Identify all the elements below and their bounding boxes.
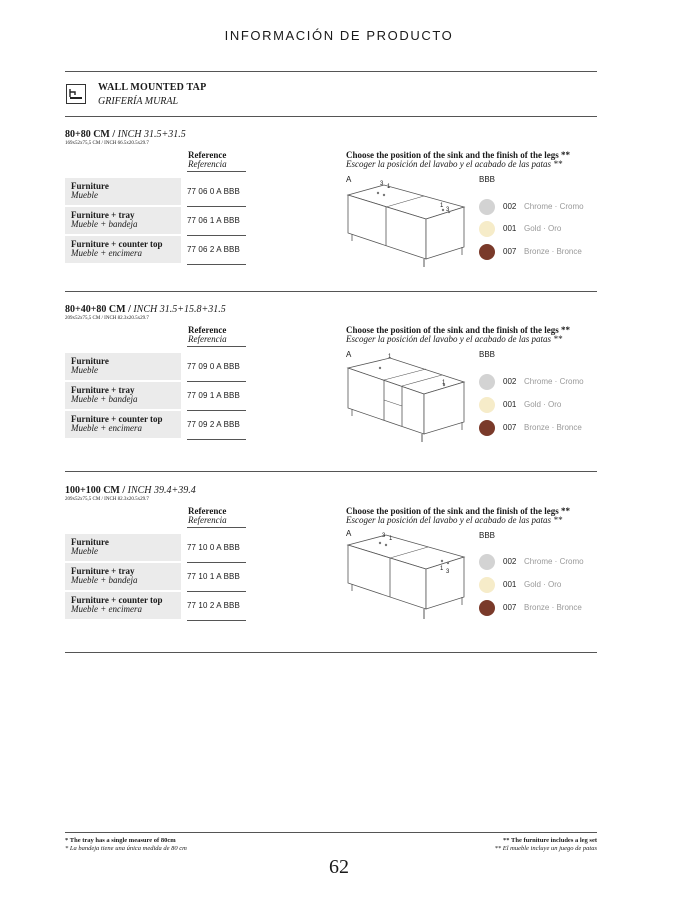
footnote-legs: ** The furniture includes a leg set ** El mueble incluye un juego de patas [494,837,597,852]
finish-code-value: 007 [503,423,517,432]
section-dimensions: 209x52x75,5 CM / INCH 82.3x20.5x29.7 [65,316,149,321]
finish-code-value: 002 [503,557,517,566]
finish-code-value: 001 [503,400,517,409]
product-section-80-40-80 [65,304,597,464]
row-furniture-counter-top: Furniture + counter top Mueble + encimera [65,236,181,263]
row-furniture-tray: Furniture + tray Mueble + bandeja [65,563,181,590]
section-divider [65,652,597,653]
row-furniture: Furniture Mueble [65,178,181,205]
row-furniture: Furniture Mueble [65,534,181,561]
finish-code-value: 007 [503,603,517,612]
reference-header: Reference Referencia [188,325,227,344]
reference-code: 77 09 0 A BBB [187,362,240,371]
swatch [479,420,495,436]
row-furniture-tray: Furniture + tray Mueble + bandeja [65,207,181,234]
finish-code: BBB [479,531,496,540]
furniture-diagram [346,175,466,270]
category-divider [65,116,597,117]
swatch [479,397,495,413]
finish-name: Gold · Oro [524,400,562,409]
diagram-mark: 1 [389,536,393,542]
wall-tap-icon [66,84,86,104]
reference-rule [187,264,246,265]
swatch [479,600,495,616]
finish-code-value: 002 [503,377,517,386]
choose-instructions: Choose the position of the sink and the finish of the legs ** Escoger la posición del lavabo y el acabado de las patas ** [346,150,571,169]
furniture-diagram [346,531,466,626]
product-section-100-100 [65,485,597,645]
row-furniture-counter-top: Furniture + counter top Mueble + encimera [65,592,181,619]
diagram-mark: 1 [387,184,391,190]
swatch [479,221,495,237]
diagram-mark: 1 [388,354,392,360]
section-divider [65,291,597,292]
section-size: 80+80 CM / INCH 31.5+31.5 [65,129,186,140]
row-furniture: Furniture Mueble [65,353,181,380]
category-subtitle: GRIFERÍA MURAL [98,96,179,107]
reference-rule [187,620,246,621]
furniture-diagram [346,350,466,445]
finish-code: BBB [479,175,496,184]
diagram-mark: 3 [382,533,386,539]
reference-code: 77 10 0 A BBB [187,543,240,552]
position-letter: A [346,175,352,184]
diagram-mark: 3 [446,569,450,575]
finish-code: BBB [479,350,496,359]
reference-code: 77 06 0 A BBB [187,187,240,196]
diagram-mark: 3 [446,207,450,213]
section-size: 80+40+80 CM / INCH 31.5+15.8+31.5 [65,304,226,315]
finish-name: Gold · Oro [524,580,562,589]
choose-instructions: Choose the position of the sink and the finish of the legs ** Escoger la posición del lavabo y el acabado de las patas ** [346,506,571,525]
reference-code: 77 10 2 A BBB [187,601,240,610]
finish-code-value: 001 [503,580,517,589]
finish-name: Chrome · Cromo [524,202,584,211]
reference-code: 77 10 1 A BBB [187,572,240,581]
page-number: 62 [329,856,349,878]
reference-rule [187,439,246,440]
finish-code-value: 001 [503,224,517,233]
footnote-tray: * The tray has a single measure of 80cm * La bandeja tiene una única medida de 80 cm [65,837,187,852]
swatch [479,199,495,215]
diagram-mark: 1 [440,566,444,572]
finish-name: Bronze · Bronce [524,247,582,256]
position-letter: A [346,529,352,538]
position-letter: A [346,350,352,359]
reference-rule [187,527,246,528]
reference-header: Reference Referencia [188,150,227,169]
reference-code: 77 06 2 A BBB [187,245,240,254]
finish-code-value: 002 [503,202,517,211]
section-divider [65,471,597,472]
finish-name: Chrome · Cromo [524,377,584,386]
diagram-mark: 3 [380,181,384,187]
reference-code: 77 06 1 A BBB [187,216,240,225]
section-dimensions: 209x52x75,5 CM / INCH 82.3x20.5x29.7 [65,497,149,502]
page-title: INFORMACIÓN DE PRODUCTO [224,28,454,43]
section-size: 100+100 CM / INCH 39.4+39.4 [65,485,196,496]
row-furniture-counter-top: Furniture + counter top Mueble + encimera [65,411,181,438]
swatch [479,244,495,260]
diagram-mark: 1 [442,380,446,386]
footer-divider [65,832,597,833]
finish-name: Bronze · Bronce [524,603,582,612]
finish-name: Gold · Oro [524,224,562,233]
reference-code: 77 09 1 A BBB [187,391,240,400]
swatch [479,374,495,390]
diagram-mark: 1 [440,203,444,209]
finish-code-value: 007 [503,247,517,256]
finish-name: Chrome · Cromo [524,557,584,566]
reference-rule [187,171,246,172]
row-furniture-tray: Furniture + tray Mueble + bandeja [65,382,181,409]
swatch [479,554,495,570]
finish-name: Bronze · Bronce [524,423,582,432]
swatch [479,577,495,593]
reference-rule [187,346,246,347]
category-title: WALL MOUNTED TAP [98,82,207,93]
header-divider [65,71,597,72]
product-section-80-80 [65,129,597,289]
section-dimensions: 169x52x75,5 CM / INCH 66.5x20.5x29.7 [65,141,149,146]
reference-header: Reference Referencia [188,506,227,525]
choose-instructions: Choose the position of the sink and the finish of the legs ** Escoger la posición del lavabo y el acabado de las patas ** [346,325,571,344]
reference-code: 77 09 2 A BBB [187,420,240,429]
